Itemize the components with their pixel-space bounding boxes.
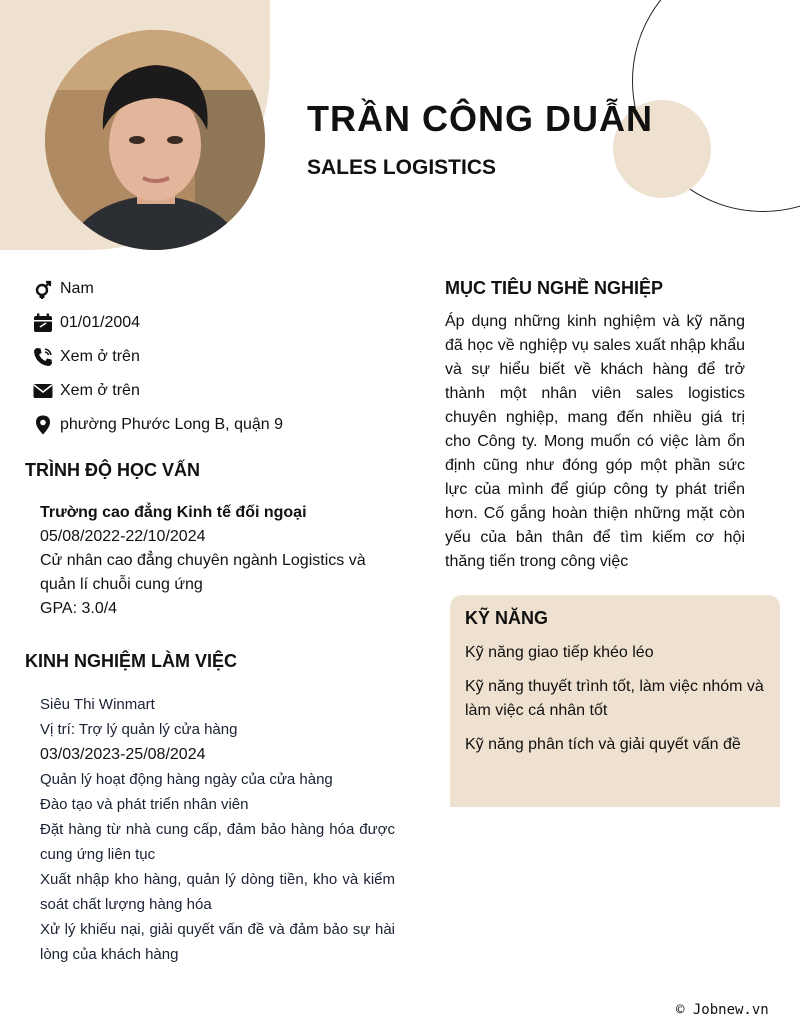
candidate-name: TRẦN CÔNG DUẪN [307,98,653,139]
job-title: SALES LOGISTICS [307,156,497,179]
contact-info [33,272,283,442]
contact-birthday [33,306,283,340]
job-position: Vị trí: Trợ lý quản lý cửa hàng [40,721,238,738]
avatar-portrait-image [45,30,265,250]
skill-item: Kỹ năng thuyết trình tốt, làm việc nhóm và làm việc cá nhân tốt [465,678,764,719]
duty-item: Đặt hàng từ nhà cung cấp, đảm bảo hàng hóa được cung ứng liên tục [40,821,395,863]
objective-text: Áp dụng những kinh nghiệm và kỹ năng đã học về nghiệp vụ sales xuất nhập khẩu và sự hiểu biết về khách hàng để trở thành một nhân viên sales logistics chuyên nghiệp, mang đến nhiều giá trị cho Công ty. Mong muốn có việc làm ổn định cũng như đóng góp một phần sức lực của mình để giúp công ty phát triển hơn. Cố gắng hoàn thiện những mặt còn yếu của bản thân để tìm kiếm cơ hội thăng tiến trong công việc [445,313,745,570]
footer-credit: © Jobnew.vn [676,1002,769,1018]
education-section [25,460,395,621]
skill-item: Kỹ năng phân tích và giải quyết vấn đề [465,736,741,753]
duty-item: Đào tạo và phát triển nhân viên [40,796,249,813]
career-objective-section [445,278,745,574]
avatar [45,30,265,250]
gender-icon [33,278,60,300]
skill-item: Kỹ năng giao tiếp khéo léo [465,644,654,661]
education-gpa: GPA: 3.0/4 [40,600,118,617]
company-name: Siêu Thi Winmart [40,696,155,713]
skills-section [450,595,780,807]
skills-heading: KỸ NĂNG [465,608,549,628]
education-heading: TRÌNH ĐỘ HỌC VẤN [25,460,200,480]
experience-section [25,651,395,967]
phone-icon [33,346,60,368]
contact-phone [33,340,283,374]
phone-text: Xem ở trên [60,348,140,365]
gender-text: Nam [60,280,94,297]
education-period: 05/08/2022-22/10/2024 [40,528,206,545]
contact-gender [33,272,283,306]
skills-list [465,641,765,757]
experience-period: 03/03/2023-25/08/2024 [40,746,206,763]
duty-item: Xử lý khiếu nại, giải quyết vấn đề và đảm bảo sự hài lòng của khách hàng [40,921,395,963]
duty-item: Quản lý hoạt động hàng ngày của cửa hàng [40,771,333,788]
experience-entry [25,692,395,967]
education-entry [25,501,395,621]
school-name: Trường cao đẳng Kinh tế đối ngoại [40,504,307,521]
duty-item: Xuất nhập kho hàng, quản lý dòng tiền, kho và kiểm soát chất lượng hàng hóa [40,871,395,913]
objective-heading: MỤC TIÊU NGHỀ NGHIỆP [445,278,664,298]
address-text: phường Phước Long B, quận 9 [60,416,283,433]
birthday-text: 01/01/2004 [60,314,141,331]
location-icon [33,414,60,436]
experience-heading: KINH NGHIỆM LÀM VIỆC [25,651,238,671]
email-text: Xem ở trên [60,382,140,399]
calendar-icon [33,312,60,334]
contact-address [33,408,283,442]
contact-email [33,374,283,408]
education-degree: Cử nhân cao đẳng chuyên ngành Logistics và quản lí chuỗi cung ứng [40,552,366,593]
email-icon [33,380,60,402]
